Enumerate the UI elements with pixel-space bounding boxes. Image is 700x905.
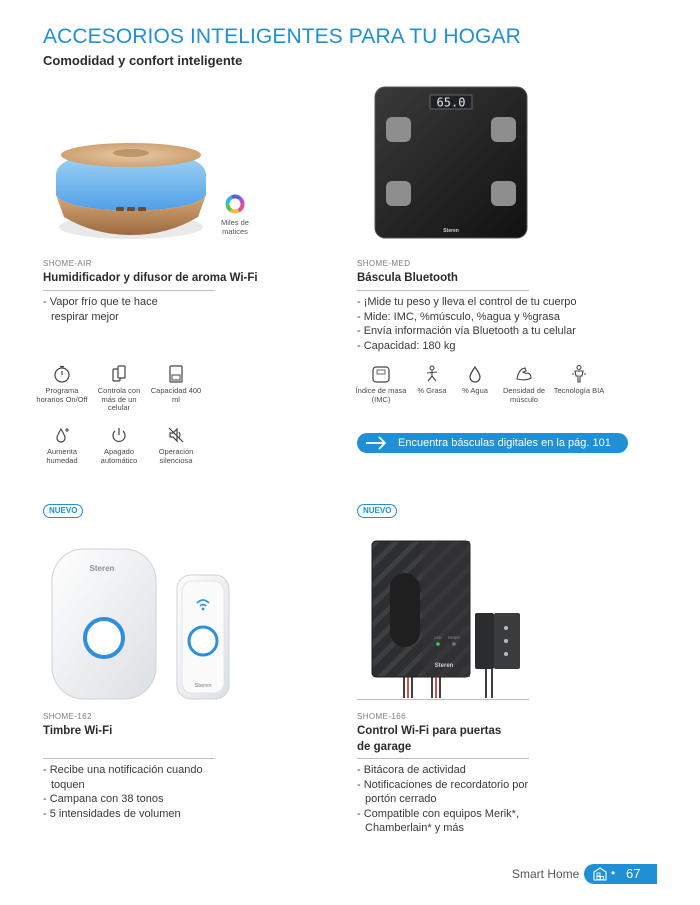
page-number-pill — [584, 864, 657, 884]
bullet-item: - Capacidad: 180 kg — [357, 339, 456, 352]
divider — [357, 758, 529, 759]
reset-label: RESET — [448, 636, 460, 640]
product-name: Báscula Bluetooth — [357, 272, 458, 284]
product-bullets — [43, 763, 213, 821]
feature-devices: Controla con más de un celular — [93, 364, 145, 413]
scale-image — [374, 86, 528, 239]
feature-water: % Agua — [449, 364, 501, 396]
feature-auto-off: Apagado automático — [93, 425, 145, 465]
bmi-icon — [371, 364, 391, 384]
bullet-item: - Mide: IMC, %músculo, %agua y %grasa — [357, 310, 560, 323]
feature-bmi: Índice de masa (IMC) — [355, 364, 407, 404]
power-icon — [109, 425, 129, 445]
bullet-item: - 5 intensidades de volumen — [43, 807, 181, 820]
scale-brand: Steren — [443, 228, 459, 234]
bia-icon — [569, 364, 589, 384]
feature-timer: Programa horarios On/Off — [36, 364, 88, 404]
doorbell-brand: Steren — [89, 564, 115, 573]
humidifier-image — [48, 135, 214, 245]
page-number: 67 — [626, 866, 641, 881]
garage-controller-image — [362, 533, 532, 703]
doorbell-image — [50, 545, 236, 705]
color-wheel-icon — [225, 194, 245, 214]
new-badge: NUEVO — [43, 504, 83, 518]
new-badge: NUEVO — [357, 504, 397, 518]
feature-humidity: Aumenta humedad — [36, 425, 88, 465]
page-subtitle: Comodidad y confort inteligente — [43, 53, 243, 68]
product-sku: SHOME-166 — [357, 712, 406, 721]
product-bullets — [357, 295, 617, 353]
humidity-icon — [52, 425, 72, 445]
led-label: LED — [434, 636, 442, 640]
bullet-item: - ¡Mide tu peso y lleva el control de tu cuerpo — [357, 296, 577, 308]
bullet-item: - Campana con 38 tonos — [43, 793, 164, 806]
divider — [43, 290, 215, 291]
bascula-link-banner[interactable] — [357, 433, 628, 453]
fat-icon — [422, 364, 442, 384]
product-bullets — [357, 763, 537, 836]
banner-text: Encuentra básculas digitales en la pág. 101 — [398, 437, 611, 449]
bullet-item: - Bitácora de actividad — [357, 764, 466, 776]
mute-icon — [166, 425, 186, 445]
bullet-item: - Notificaciones de recordatorio por portón cerrado — [357, 778, 529, 806]
product-name: Control Wi-Fi para puertas de garage — [357, 725, 502, 753]
divider — [43, 758, 215, 759]
feature-muscle: Densidad de músculo — [498, 364, 550, 404]
product-name: Humidificador y difusor de aroma Wi-Fi — [43, 272, 258, 284]
feature-capacity: Capacidad 400 ml — [150, 364, 202, 404]
feature-bia: Tecnología BIA — [553, 364, 605, 396]
tank-icon — [166, 364, 186, 384]
muscle-icon — [514, 364, 534, 384]
page-title: ACCESORIOS INTELIGENTES PARA TU HOGAR — [43, 25, 521, 48]
bullet-item: - Compatible con equipos Merik*, Chamberlain* y más — [357, 807, 520, 835]
smart-home-icon — [592, 867, 607, 881]
product-sku: SHOME-AIR — [43, 259, 92, 268]
bullet-item: - Vapor frío que te hace respirar mejor — [43, 296, 158, 323]
product-name: Timbre Wi-Fi — [43, 725, 113, 737]
color-label: Miles de matices — [221, 218, 249, 236]
feature-fat: % Grasa — [406, 364, 458, 396]
garage-brand: Steren — [434, 663, 454, 669]
divider — [357, 290, 529, 291]
footer-section: Smart Home — [512, 867, 580, 881]
image-baseline — [357, 699, 529, 700]
bullet-item: - Envía información vía Bluetooth a tu celular — [357, 325, 576, 338]
product-bullets — [43, 295, 183, 324]
bullet-item: - Recibe una notificación cuando toquen — [43, 764, 203, 791]
feature-silent: Operación silenciosa — [150, 425, 202, 465]
doorbell-button-brand: Steren — [194, 683, 212, 689]
product-sku: SHOME-162 — [43, 712, 92, 721]
footer-bullet: • — [611, 866, 616, 880]
timer-icon — [52, 364, 72, 384]
water-icon — [465, 364, 485, 384]
scale-display: 65.0 — [436, 95, 466, 110]
arrow-right-icon — [365, 435, 387, 451]
product-sku: SHOME-MED — [357, 259, 411, 268]
devices-icon — [109, 364, 129, 384]
